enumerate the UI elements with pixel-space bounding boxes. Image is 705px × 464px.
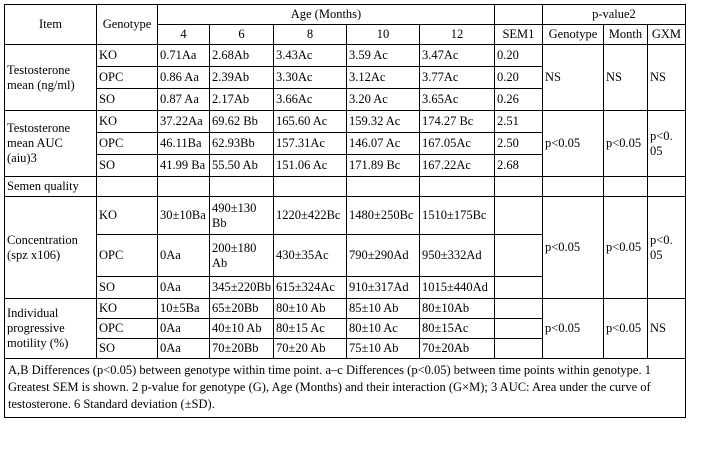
empty-cell xyxy=(346,177,419,197)
cell-value: 3.65Ac xyxy=(419,89,494,111)
cell-p-gxm: p<0. 05 xyxy=(647,111,685,177)
cell-value: 1510±175Bc xyxy=(419,197,494,235)
table-row xyxy=(5,197,686,235)
cell-value: 1015±440Ad xyxy=(419,277,494,299)
cell-p-genotype: p<0.05 xyxy=(542,197,603,299)
empty-cell xyxy=(542,177,603,197)
empty-cell xyxy=(210,177,274,197)
cell-value: 0Aa xyxy=(158,319,210,339)
header-p-month: Month xyxy=(603,25,647,45)
cell-value: 3.43Ac xyxy=(273,45,346,67)
cell-value: 46.11Ba xyxy=(158,133,210,155)
header-p-genotype: Genotype xyxy=(542,25,603,45)
cell-value: 910±317Ad xyxy=(346,277,419,299)
cell-p-gxm: p<0. 05 xyxy=(647,197,685,299)
empty-cell xyxy=(97,177,158,197)
table-footnote: A,B Differences (p<0.05) between genotype within time point. a–c Differences (p<0.05) between time points within genotype. 1 Greatest SEM is shown. 2 p-value for genotype (G), Age (Months) and their interaction (G×M); 3 AUC: Area under the curve of testosterone. 6 Standard deviation (±SD). xyxy=(5,359,686,418)
cell-genotype: SO xyxy=(97,277,158,299)
cell-value: 30±10Ba xyxy=(158,197,210,235)
cell-value: 430±35Ac xyxy=(273,235,346,277)
footnote-row xyxy=(5,359,686,418)
cell-value: 950±332Ad xyxy=(419,235,494,277)
cell-value: 10±5Ba xyxy=(158,299,210,319)
cell-genotype: OPC xyxy=(97,133,158,155)
cell-value: 75±10 Ab xyxy=(346,339,419,359)
cell-sem xyxy=(494,197,542,235)
cell-sem: 0.20 xyxy=(494,45,542,67)
cell-value: 3.47Ac xyxy=(419,45,494,67)
cell-value: 70±20Bb xyxy=(210,339,274,359)
cell-p-gxm: NS xyxy=(647,299,685,359)
cell-value: 0.86 Aa xyxy=(158,67,210,89)
cell-genotype: SO xyxy=(97,339,158,359)
empty-cell xyxy=(494,177,542,197)
cell-sem: 2.51 xyxy=(494,111,542,133)
header-age: Age (Months) xyxy=(158,5,495,25)
results-table xyxy=(4,4,686,418)
header-item: Item xyxy=(5,5,97,45)
cell-genotype: OPC xyxy=(97,235,158,277)
cell-value: 200±180 Ab xyxy=(210,235,274,277)
cell-value: 3.20 Ac xyxy=(346,89,419,111)
cell-genotype: KO xyxy=(97,111,158,133)
row-item-testosterone-auc: Testosterone mean AUC (aiu)3 xyxy=(5,111,97,177)
cell-value: 3.66Ac xyxy=(273,89,346,111)
cell-value: 41.99 Ba xyxy=(158,155,210,177)
header-age-4: 4 xyxy=(158,25,210,45)
header-genotype: Genotype xyxy=(97,5,158,45)
section-row xyxy=(5,177,686,197)
header-row-1 xyxy=(5,5,686,25)
cell-value: 69.62 Bb xyxy=(210,111,274,133)
cell-value: 80±10 Ab xyxy=(273,299,346,319)
cell-value: 0Aa xyxy=(158,277,210,299)
cell-sem: 2.50 xyxy=(494,133,542,155)
cell-value: 3.77Ac xyxy=(419,67,494,89)
header-age-10: 10 xyxy=(346,25,419,45)
header-age-12: 12 xyxy=(419,25,494,45)
cell-genotype: KO xyxy=(97,197,158,235)
cell-value: 80±15Ac xyxy=(419,319,494,339)
cell-value: 157.31Ac xyxy=(273,133,346,155)
results-table-container xyxy=(4,4,686,418)
table-row xyxy=(5,111,686,133)
cell-genotype: OPC xyxy=(97,319,158,339)
cell-value: 174.27 Bc xyxy=(419,111,494,133)
table-row xyxy=(5,45,686,67)
empty-cell xyxy=(603,177,647,197)
cell-p-genotype: p<0.05 xyxy=(542,111,603,177)
cell-value: 70±20 Ab xyxy=(273,339,346,359)
cell-value: 40±10 Ab xyxy=(210,319,274,339)
cell-sem xyxy=(494,319,542,339)
cell-value: 165.60 Ac xyxy=(273,111,346,133)
cell-value: 80±15 Ac xyxy=(273,319,346,339)
cell-p-genotype: NS xyxy=(542,45,603,111)
cell-sem xyxy=(494,277,542,299)
table-row xyxy=(5,299,686,319)
cell-value: 615±324Ac xyxy=(273,277,346,299)
cell-value: 146.07 Ac xyxy=(346,133,419,155)
cell-value: 80±10Ab xyxy=(419,299,494,319)
cell-sem xyxy=(494,299,542,319)
cell-value: 3.30Ac xyxy=(273,67,346,89)
cell-sem xyxy=(494,235,542,277)
cell-value: 2.39Ab xyxy=(210,67,274,89)
cell-sem: 0.26 xyxy=(494,89,542,111)
cell-p-month: p<0.05 xyxy=(603,197,647,299)
cell-value: 167.22Ac xyxy=(419,155,494,177)
header-pvalue: p-value2 xyxy=(542,5,685,25)
cell-genotype: OPC xyxy=(97,67,158,89)
cell-p-month: p<0.05 xyxy=(603,299,647,359)
cell-value: 70±20Ab xyxy=(419,339,494,359)
cell-value: 159.32 Ac xyxy=(346,111,419,133)
cell-genotype: KO xyxy=(97,299,158,319)
empty-cell xyxy=(273,177,346,197)
header-age-8: 8 xyxy=(273,25,346,45)
header-age-6: 6 xyxy=(210,25,274,45)
cell-value: 55.50 Ab xyxy=(210,155,274,177)
cell-genotype: SO xyxy=(97,155,158,177)
cell-sem: 0.20 xyxy=(494,67,542,89)
cell-value: 171.89 Bc xyxy=(346,155,419,177)
cell-value: 2.68Ab xyxy=(210,45,274,67)
cell-value: 0Aa xyxy=(158,235,210,277)
cell-value: 0.71Aa xyxy=(158,45,210,67)
cell-value: 37.22Aa xyxy=(158,111,210,133)
cell-value: 80±10 Ac xyxy=(346,319,419,339)
cell-genotype: SO xyxy=(97,89,158,111)
cell-value: 1480±250Bc xyxy=(346,197,419,235)
cell-value: 3.59 Ac xyxy=(346,45,419,67)
row-item-testosterone-mean: Testosterone mean (ng/ml) xyxy=(5,45,97,111)
cell-value: 490±130 Bb xyxy=(210,197,274,235)
empty-cell xyxy=(419,177,494,197)
section-label-semen-quality: Semen quality xyxy=(5,177,97,197)
cell-genotype: KO xyxy=(97,45,158,67)
row-item-motility: Individual progressive motility (%) xyxy=(5,299,97,359)
cell-value: 85±10 Ab xyxy=(346,299,419,319)
header-blank xyxy=(494,5,542,25)
cell-value: 2.17Ab xyxy=(210,89,274,111)
cell-sem xyxy=(494,339,542,359)
header-p-gxm: GXM xyxy=(647,25,685,45)
cell-value: 167.05Ac xyxy=(419,133,494,155)
cell-value: 0Aa xyxy=(158,339,210,359)
row-item-concentration: Concentration (spz x106) xyxy=(5,197,97,299)
cell-sem: 2.68 xyxy=(494,155,542,177)
cell-value: 0.87 Aa xyxy=(158,89,210,111)
cell-value: 151.06 Ac xyxy=(273,155,346,177)
cell-p-genotype: p<0.05 xyxy=(542,299,603,359)
cell-p-month: NS xyxy=(603,45,647,111)
empty-cell xyxy=(647,177,685,197)
cell-value: 62.93Bb xyxy=(210,133,274,155)
empty-cell xyxy=(158,177,210,197)
cell-value: 790±290Ad xyxy=(346,235,419,277)
cell-value: 65±20Bb xyxy=(210,299,274,319)
header-sem: SEM1 xyxy=(494,25,542,45)
cell-value: 345±220Bb xyxy=(210,277,274,299)
cell-value: 3.12Ac xyxy=(346,67,419,89)
cell-p-month: p<0.05 xyxy=(603,111,647,177)
cell-p-gxm: NS xyxy=(647,45,685,111)
cell-value: 1220±422Bc xyxy=(273,197,346,235)
